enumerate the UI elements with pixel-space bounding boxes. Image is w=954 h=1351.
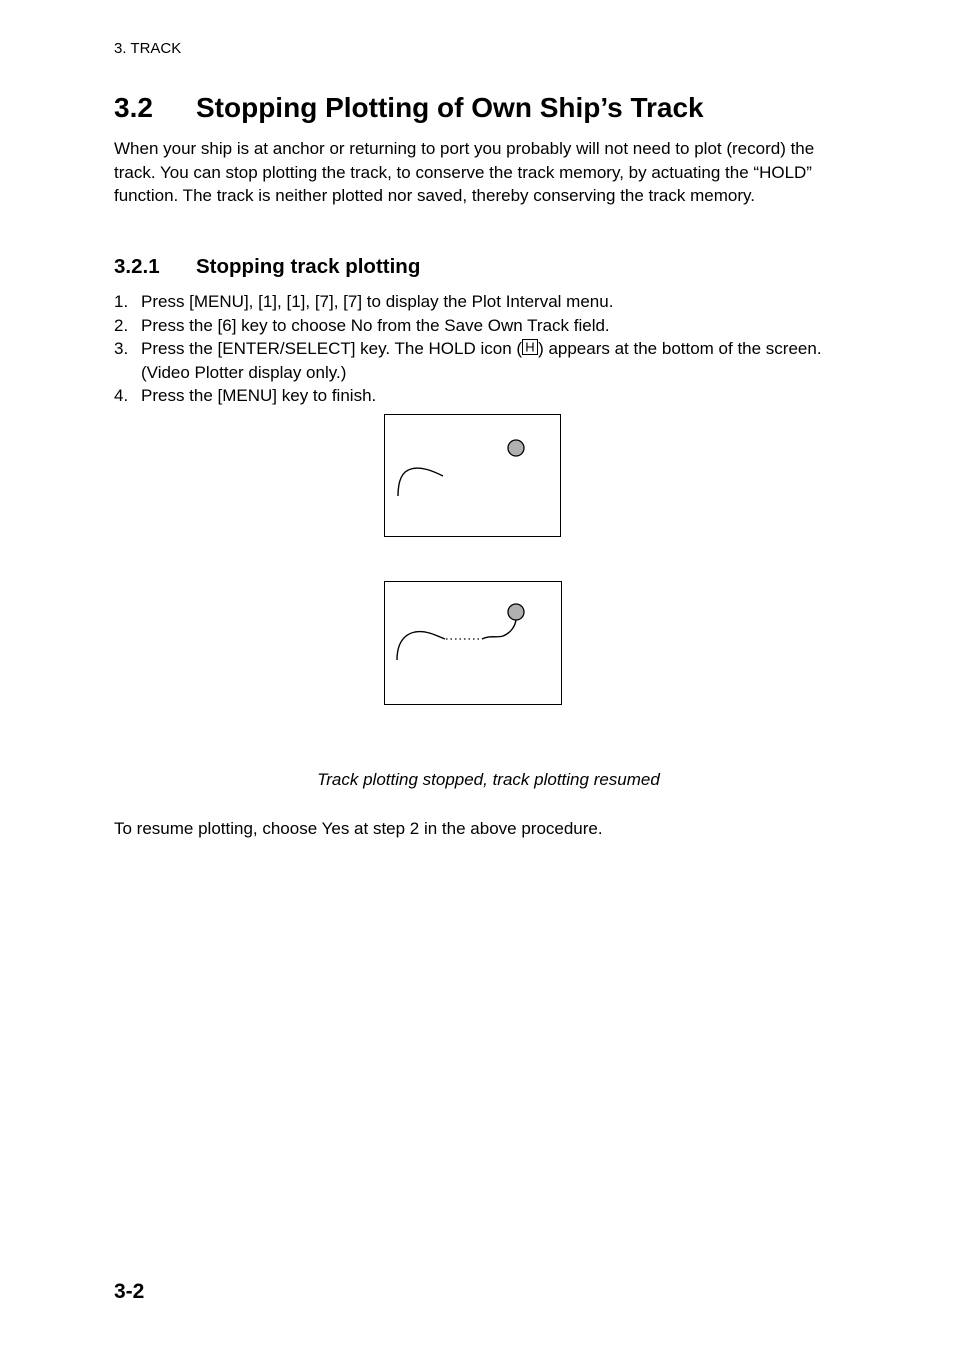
step-text-before-icon: Press the [ENTER/SELECT] key. The HOLD icon (	[141, 339, 523, 358]
section-title-text: Stopping Plotting of Own Ship’s Track	[196, 92, 704, 123]
figure-track-stopped	[384, 414, 561, 537]
step-item	[114, 314, 849, 338]
running-header: 3. TRACK	[114, 40, 182, 57]
recorded-track-line	[397, 632, 445, 660]
step-text: Press the [MENU] key to finish.	[141, 386, 377, 405]
intro-paragraph: When your ship is at anchor or returning to port you probably will not need to plot (record) the track. You can stop plotting the track, to conserve the track memory, by actuating the “HOLD” function. The track is neither plotted nor saved, thereby conserving the track memory.	[114, 139, 815, 205]
step-text-after-icon: ) appears at the bottom of the screen. (Video Plotter display only.)	[141, 339, 822, 382]
step-number: 3.	[114, 339, 129, 358]
page-number: 3-2	[114, 1280, 145, 1303]
resume-note: To resume plotting, choose Yes at step 2 in the above procedure.	[114, 819, 603, 838]
subsection-title	[114, 255, 420, 279]
section-title	[114, 92, 704, 124]
procedure-steps	[114, 290, 849, 408]
ship-position-icon	[508, 440, 524, 456]
section-number: 3.2	[114, 92, 153, 123]
step-item	[114, 384, 849, 408]
figure-track-resumed	[384, 581, 562, 705]
step-text: Press [MENU], [1], [1], [7], [7] to display the Plot Interval menu.	[141, 292, 614, 311]
figure-caption: Track plotting stopped, track plotting resumed	[317, 770, 660, 789]
step-number: 1.	[114, 292, 129, 311]
ship-position-icon	[508, 604, 524, 620]
step-text: Press the [6] key to choose No from the Save Own Track field.	[141, 315, 610, 335]
subsection-number: 3.2.1	[114, 255, 160, 278]
step-number: 4.	[114, 386, 129, 405]
hold-icon	[522, 339, 538, 355]
hold-icon-letter: H	[525, 339, 535, 355]
resumed-track-line	[482, 620, 516, 639]
step-item	[114, 337, 849, 384]
step-item	[114, 290, 849, 314]
recorded-track-line	[398, 468, 443, 496]
step-number: 2.	[114, 315, 129, 335]
subsection-title-text: Stopping track plotting	[196, 255, 421, 278]
